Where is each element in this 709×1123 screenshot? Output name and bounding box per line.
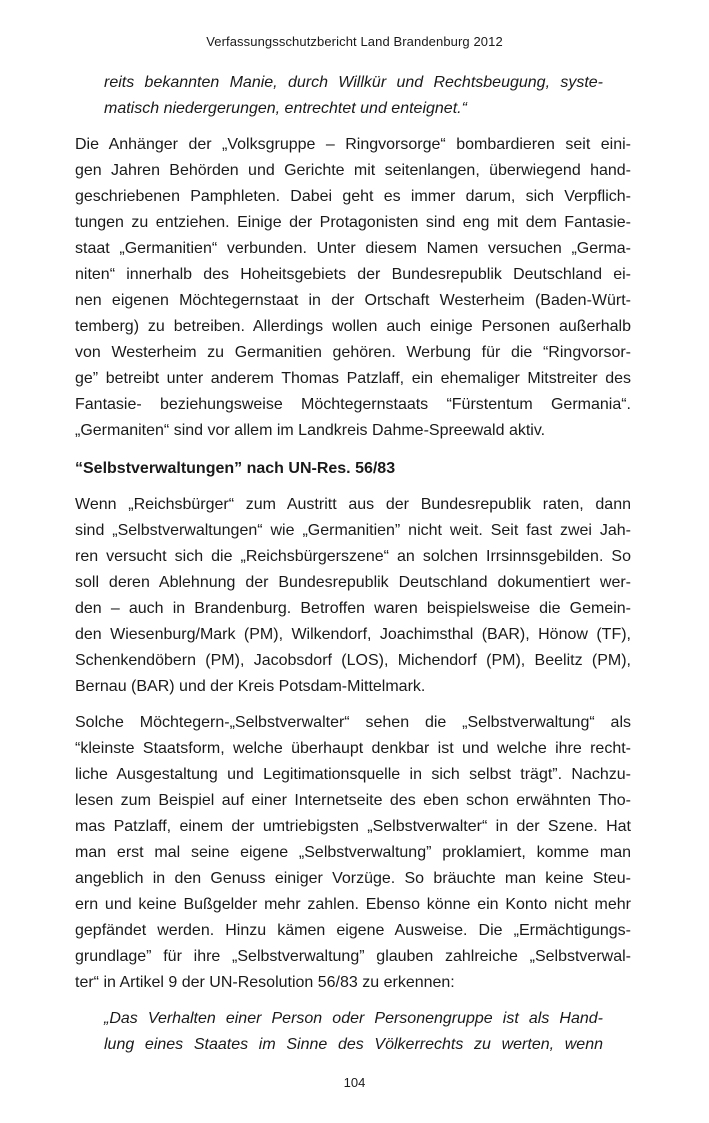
text-line: Bernau (BAR) und der Kreis Potsdam-Mittelmark. [75,678,426,695]
text-line: von Westerheim zu Germanitien gehören. Werbung für die “Ringvorsor- [75,344,631,361]
quote-line: „Das Verhalten einer Person oder Personengruppe ist als Hand- [104,1010,603,1027]
page-body [75,70,631,1058]
text-line: grundlage” für ihre „Selbstverwaltung” glauben zahlreiche „Selbstverwal- [75,948,631,965]
section-heading: “Selbstverwaltungen” nach UN-Res. 56/83 [75,460,396,477]
text-line: temberg) zu betreiben. Allerdings wollen auch einige Personen außerhalb [75,318,631,335]
text-line: Solche Möchtegern-„Selbstverwalter“ sehen die „Selbstverwaltung“ als [75,714,631,731]
paragraph-germanitien [75,132,631,444]
text-line: gepfändet werden. Hinzu kämen eigene Ausweise. Die „Ermächtigungs- [75,922,631,939]
text-line: ge” betreibt unter anderem Thomas Patzlaff, ein ehemaliger Mitstreiter des [75,370,631,387]
text-line: sind „Selbstverwaltungen“ wie „Germanitien” nicht weit. Seit fast zwei Jah- [75,522,631,539]
running-header: Verfassungsschutzbericht Land Brandenburg 2012 [206,34,503,49]
text-line: man erst mal seine eigene „Selbstverwaltung” proklamiert, komme man [75,844,631,861]
block-quote-top [75,70,631,122]
text-line: “kleinste Staatsform, welche überhaupt denkbar ist und welche ihre recht- [75,740,631,757]
text-line: liche Ausgestaltung und Legitimationsquelle in sich selbst trägt”. Nachzu- [75,766,631,783]
text-line: Wenn „Reichsbürger“ zum Austritt aus der Bundesrepublik raten, dann [75,496,631,513]
text-line: Die Anhänger der „Volksgruppe – Ringvorsorge“ bombardieren seit eini- [75,136,631,153]
text-line: nen eigenen Möchtegernstaat in der Ortschaft Westerheim (Baden-Würt- [75,292,631,309]
text-line: Schenkendöbern (PM), Jacobsdorf (LOS), Michendorf (PM), Beelitz (PM), [75,652,631,669]
block-quote-bottom [75,1006,631,1058]
text-line: ter“ in Artikel 9 der UN-Resolution 56/83 zu erkennen: [75,974,455,991]
text-line: den Wiesenburg/Mark (PM), Wilkendorf, Joachimsthal (BAR), Hönow (TF), [75,626,631,643]
text-line: geschriebenen Pamphleten. Dabei geht es immer darum, sich Verpflich- [75,188,631,205]
quote-line: reits bekannten Manie, durch Willkür und Rechtsbeugung, syste- [104,74,603,91]
text-line: „Germaniten“ sind vor allem im Landkreis Dahme-Spreewald aktiv. [75,422,546,439]
text-line: den – auch in Brandenburg. Betroffen waren beispielsweise die Gemein- [75,600,631,617]
page-number: 104 [343,1075,366,1090]
text-line: Fantasie- beziehungsweise Möchtegernstaats “Fürstentum Germania“. [75,396,631,413]
text-line: ren versucht sich die „Reichsbürgerszene“ an solchen Irrsinnsgebilden. So [75,548,631,565]
text-line: lesen zum Beispiel auf einer Internetseite des eben schon erwähnten Tho- [75,792,631,809]
text-line: niten“ innerhalb des Hoheitsgebiets der Bundesrepublik Deutschland ei- [75,266,631,283]
text-line: angeblich in den Genuss einiger Vorzüge. So bräuchte man keine Steu- [75,870,631,887]
text-line: staat „Germanitien“ verbunden. Unter diesem Namen versuchen „Germa- [75,240,631,257]
text-line: gen Jahren Behörden und Gerichte mit seitenlangen, überwiegend hand- [75,162,631,179]
quote-line: matisch niedergerungen, entrechtet und enteignet.“ [104,100,467,117]
quote-line: lung eines Staates im Sinne des Völkerrechts zu werten, wenn [104,1036,603,1053]
text-line: tungen zu entziehen. Einige der Protagonisten sind eng mit dem Fantasie- [75,214,631,231]
paragraph-reichsbuerger [75,492,631,700]
paragraph-selbstverwalter [75,710,631,996]
text-line: soll deren Ablehnung der Bundesrepublik Deutschland dokumentiert wer- [75,574,631,591]
text-line: mas Patzlaff, einem der umtriebigsten „Selbstverwalter“ in der Szene. Hat [75,818,631,835]
text-line: ern und keine Bußgelder mehr zahlen. Ebenso könne ein Konto nicht mehr [75,896,631,913]
